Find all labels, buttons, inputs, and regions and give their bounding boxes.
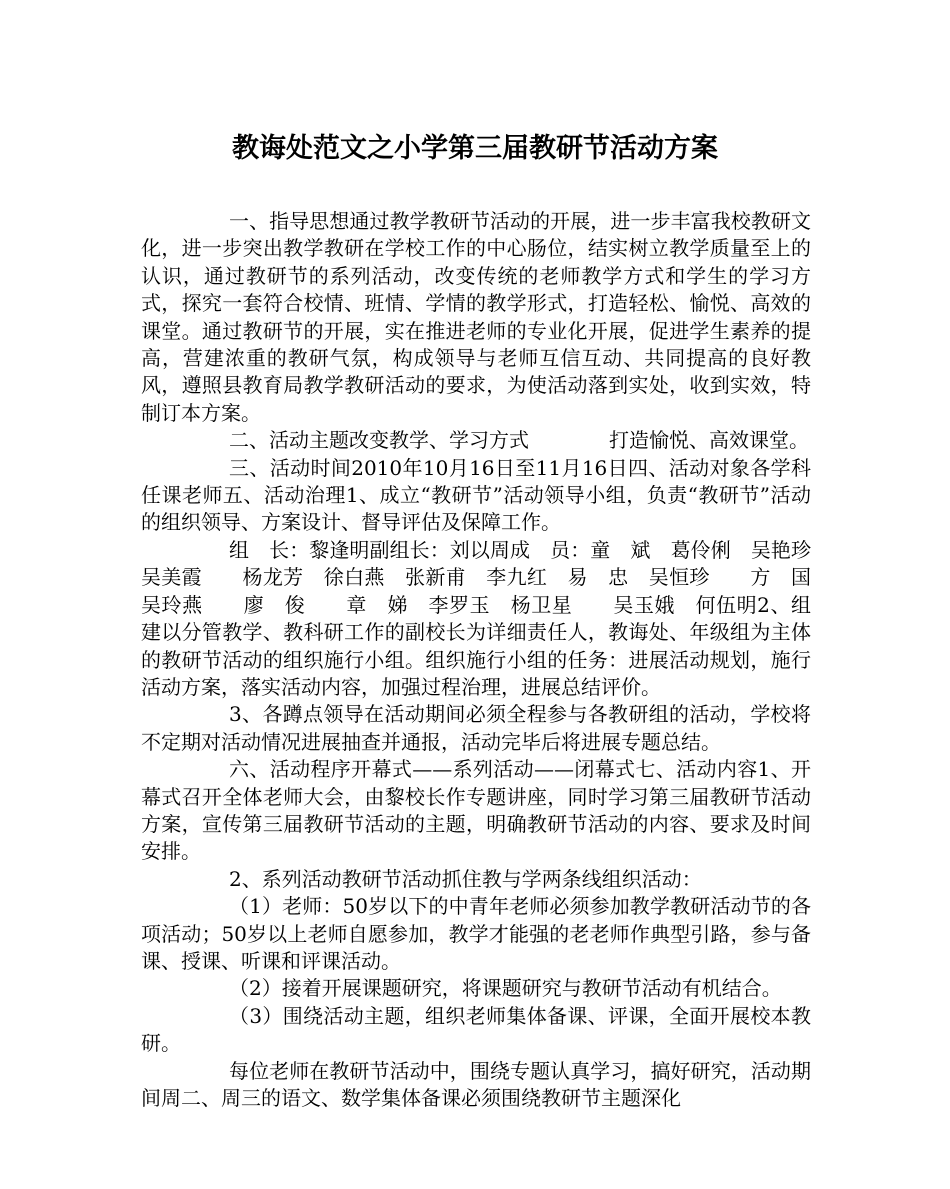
paragraph-research: （2）接着开展课题研究，将课题研究与教研节活动有机结合。 xyxy=(229,976,782,1001)
paragraph-series-activities: 2、系列活动教研节活动抓住教与学两条线组织活动： xyxy=(229,866,702,891)
paragraph-teachers: （1）老师：50岁以下的中青年老师必须参加教学教研活动节的各项活动；50岁以上老师自愿参加，教学才能强的老老师作典型引路，参与备课、授课、听课和评课活动。 xyxy=(141,894,811,973)
paragraph-guiding-idea: 一、指导思想通过教学教研节活动的开展，进一步丰富我校教研文化，进一步突出教学教研在学校工作的中心肠位，结实树立教学质量至上的认识，通过教研节的系列活动，改变传统的老师教学方式和学生的学习方式，探究一套符合校情、班情、学情的教学形式，打造轻松、愉悦、高效的课堂。通过教研节的开展，实在推进老师的专业化开展，促进学生素养的提高，营建浓重的教研气氛，构成领导与老师互信互动、共同提高的良好教风，遵照县教育局教学教研活动的要求，为使活动落到实处，收到实效，特制订本方案。 xyxy=(141,209,811,425)
paragraph-theme: 二、活动主题改变教学、学习方式 打造愉悦、高效课堂。 xyxy=(229,428,809,453)
paragraph-leadership-roster: 组 长：黎逢明副组长：刘以周成 员：童 斌 葛伶俐 吴艳珍 吴美霞 杨龙芳 徐白燕 张新甫 李九红 易 忠 吴恒珍 方 国 吴玲燕 廖 俊 章 娣 李罗玉 杨卫星 吴玉娥 何伍明2、组建以分管教学、教科研工作的副校长为详细责任人，教诲处、年级组为主体的教研节活动的组织施行小组。组织施行小组的任务：进展活动规划，施行活动方案，落实活动内容，加强过程治理，进展总结评价。 xyxy=(141,537,851,699)
paragraph-time-and-organization: 三、活动时间2010年10月16日至11月16日四、活动对象各学科任课老师五、活动治理1、成立“教研节”活动领导小组，负责“教研节”活动的组织领导、方案设计、督导评估及保障工作。 xyxy=(141,455,811,535)
paragraph-procedure: 六、活动程序开幕式——系列活动——闭幕式七、活动内容1、开幕式召开全体老师大会，由黎校长作专题讲座，同时学习第三届教研节活动方案，宣传第三届教研节活动的主题，明确教研节活动的内容、要求及时间安排。 xyxy=(141,757,811,864)
paragraph-supervision: 3、各蹲点领导在活动期间必须全程参与各教研组的活动，学校将不定期对活动情况进展抽查并通报，活动完毕后将进展专题总结。 xyxy=(141,702,811,754)
paragraph-weekly-prep: 每位老师在教研节活动中，围绕专题认真学习，搞好研究，活动期间周二、周三的语文、数学集体备课必须围绕教研节主题深化 xyxy=(141,1058,811,1110)
document-body xyxy=(141,208,851,1112)
document-title: 教诲处范文之小学第三届教研节活动方案 xyxy=(232,133,718,164)
paragraph-lesson-prep: （3）围绕活动主题，组织老师集体备课、评课，全面开展校本教研。 xyxy=(141,1003,811,1056)
